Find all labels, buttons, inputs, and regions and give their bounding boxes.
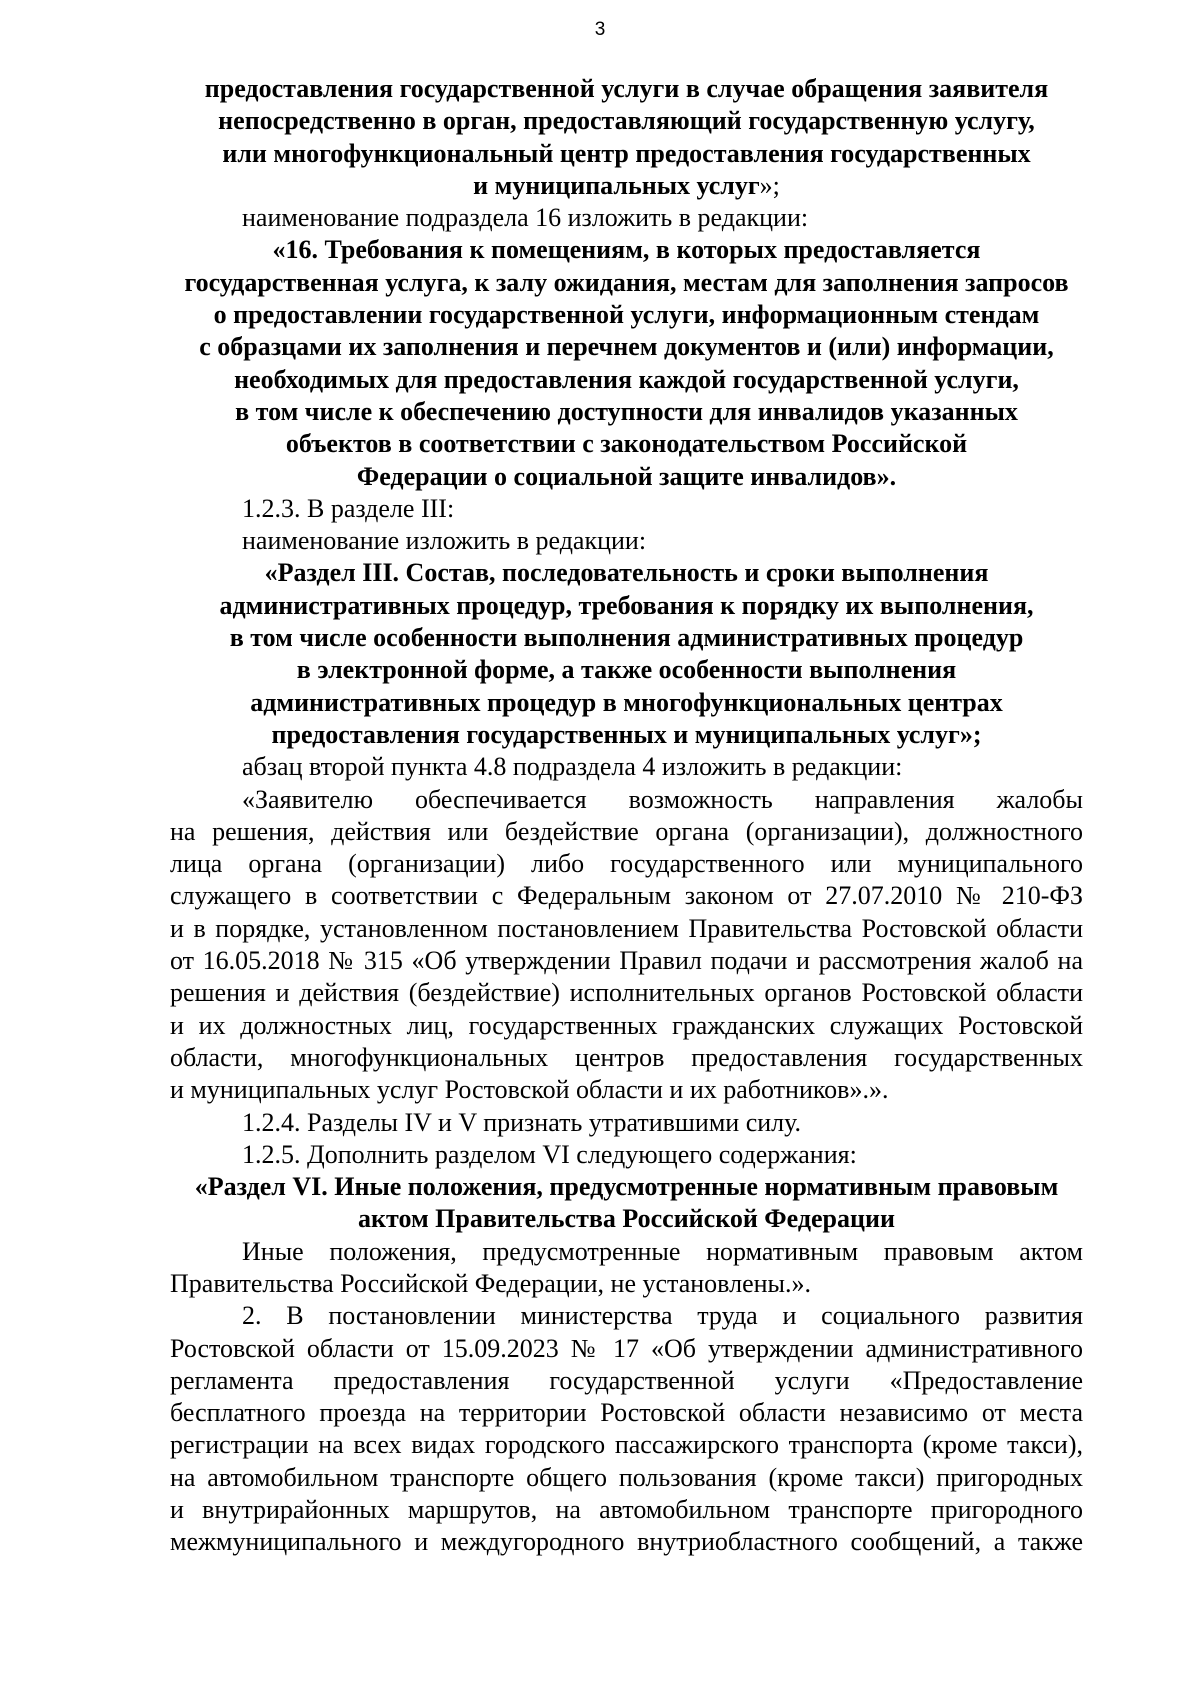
heading-line: актом Правительства Российской Федерации	[358, 1204, 895, 1234]
heading-line: административных процедур в многофункциональных центрах	[250, 687, 1003, 717]
heading-line: предоставления государственной услуги в случае обращения заявителя	[204, 74, 1049, 103]
heading-line	[170, 170, 1083, 202]
text-line: межмуниципального и междугородного внутриобластного сообщений, а также	[170, 1527, 1083, 1557]
heading-line: объектов в соответствии с законодательством Российской	[285, 429, 968, 459]
paragraph-section3-intro: наименование изложить в редакции:	[242, 526, 647, 556]
text-line: на решения, действия или бездействие органа (организации), должностного	[170, 816, 1083, 846]
text-line: «Заявителю обеспечивается возможность направления жалобы	[242, 784, 1083, 814]
heading-line-tail: »;	[759, 170, 780, 200]
heading-line: предоставления государственных и муниципальных услуг»;	[271, 719, 982, 749]
heading-continuation	[170, 73, 1083, 202]
heading-line: государственная услуга, к залу ожидания, местам для заполнения запросов	[184, 267, 1069, 297]
par48-quote	[170, 784, 1083, 1107]
heading-line: в том числе особенности выполнения административных процедур	[229, 623, 1024, 653]
heading-line: «Раздел VI. Иные положения, предусмотренные нормативным правовым	[194, 1172, 1059, 1202]
text-line: бесплатного проезда на территории Ростовской области независимо от места	[170, 1398, 1083, 1428]
heading-line: или многофункциональный центр предоставления государственных	[222, 138, 1031, 168]
text-line: Ростовской области от 15.09.2023 № 17 «Об утверждении административного	[170, 1333, 1083, 1363]
text-line: регламента предоставления государственной услуги «Предоставление	[170, 1365, 1083, 1395]
paragraph-subsection16-intro: наименование подраздела 16 изложить в редакции:	[242, 203, 809, 233]
text-line: лица органа (организации) либо государственного или муниципального	[170, 849, 1083, 879]
text-line: решения и действия (бездействие) исполнительных органов Ростовской области	[170, 978, 1083, 1008]
text-line: и их должностных лиц, государственных гражданских служащих Ростовской	[170, 1010, 1083, 1040]
section6-text	[170, 1236, 1083, 1301]
heading-line: административных процедур, требования к порядку их выполнения,	[219, 590, 1034, 620]
document-body	[170, 73, 1083, 1559]
page-number: 3	[594, 19, 606, 40]
heading-line: «Раздел III. Состав, последовательность и сроки выполнения	[264, 558, 989, 588]
text-line: Иные положения, предусмотренные нормативным правовым актом	[242, 1236, 1083, 1266]
paragraph-par48-intro: абзац второй пункта 4.8 подраздела 4 изложить в редакции:	[242, 752, 903, 782]
text-line: служащего в соответствии с Федеральным законом от 27.07.2010 № 210-ФЗ	[170, 881, 1083, 911]
heading-line: непосредственно в орган, предоставляющий государственную услугу,	[218, 106, 1035, 136]
section3-heading	[170, 557, 1083, 751]
text-line: от 16.05.2018 № 315 «Об утверждении Правил подачи и рассмотрения жалоб на	[170, 946, 1083, 976]
item-1-2-4: 1.2.4. Разделы IV и V признать утратившими силу.	[242, 1107, 802, 1137]
text-line: и в порядке, установленном постановлением Правительства Ростовской области	[170, 913, 1083, 943]
text-line: и муниципальных услуг Ростовской области и их работников».».	[170, 1075, 889, 1105]
item-1-2-3: 1.2.3. В разделе III:	[242, 493, 455, 523]
text-line: и внутрирайонных маршрутов, на автомобильном транспорте пригородного	[170, 1495, 1083, 1525]
heading-line: с образцами их заполнения и перечнем документов и (или) информации,	[199, 332, 1054, 362]
heading-line: о предоставлении государственной услуги, информационным стендам	[213, 300, 1040, 330]
text-line: на автомобильном транспорте общего пользования (кроме такси) пригородных	[170, 1462, 1083, 1492]
subsection16-heading	[170, 234, 1083, 492]
heading-line: «16. Требования к помещениям, в которых предоставляется	[272, 235, 981, 265]
text-line: области, многофункциональных центров предоставления государственных	[170, 1042, 1083, 1072]
heading-line: Федерации о социальной защите инвалидов».	[356, 461, 897, 491]
item-1-2-5: 1.2.5. Дополнить разделом VI следующего содержания:	[242, 1139, 857, 1169]
section6-heading	[170, 1171, 1083, 1236]
heading-line: в электронной форме, а также особенности выполнения	[296, 655, 957, 685]
text-line: 2. В постановлении министерства труда и социального развития	[242, 1301, 1083, 1331]
heading-line: в том числе к обеспечению доступности для инвалидов указанных	[235, 396, 1018, 426]
heading-line-bold: и муниципальных услуг	[473, 170, 760, 200]
heading-line: необходимых для предоставления каждой государственной услуги,	[234, 364, 1019, 394]
item-2	[170, 1300, 1083, 1558]
text-line: Правительства Российской Федерации, не установлены.».	[170, 1268, 811, 1298]
text-line: регистрации на всех видах городского пассажирского транспорта (кроме такси),	[170, 1430, 1083, 1460]
